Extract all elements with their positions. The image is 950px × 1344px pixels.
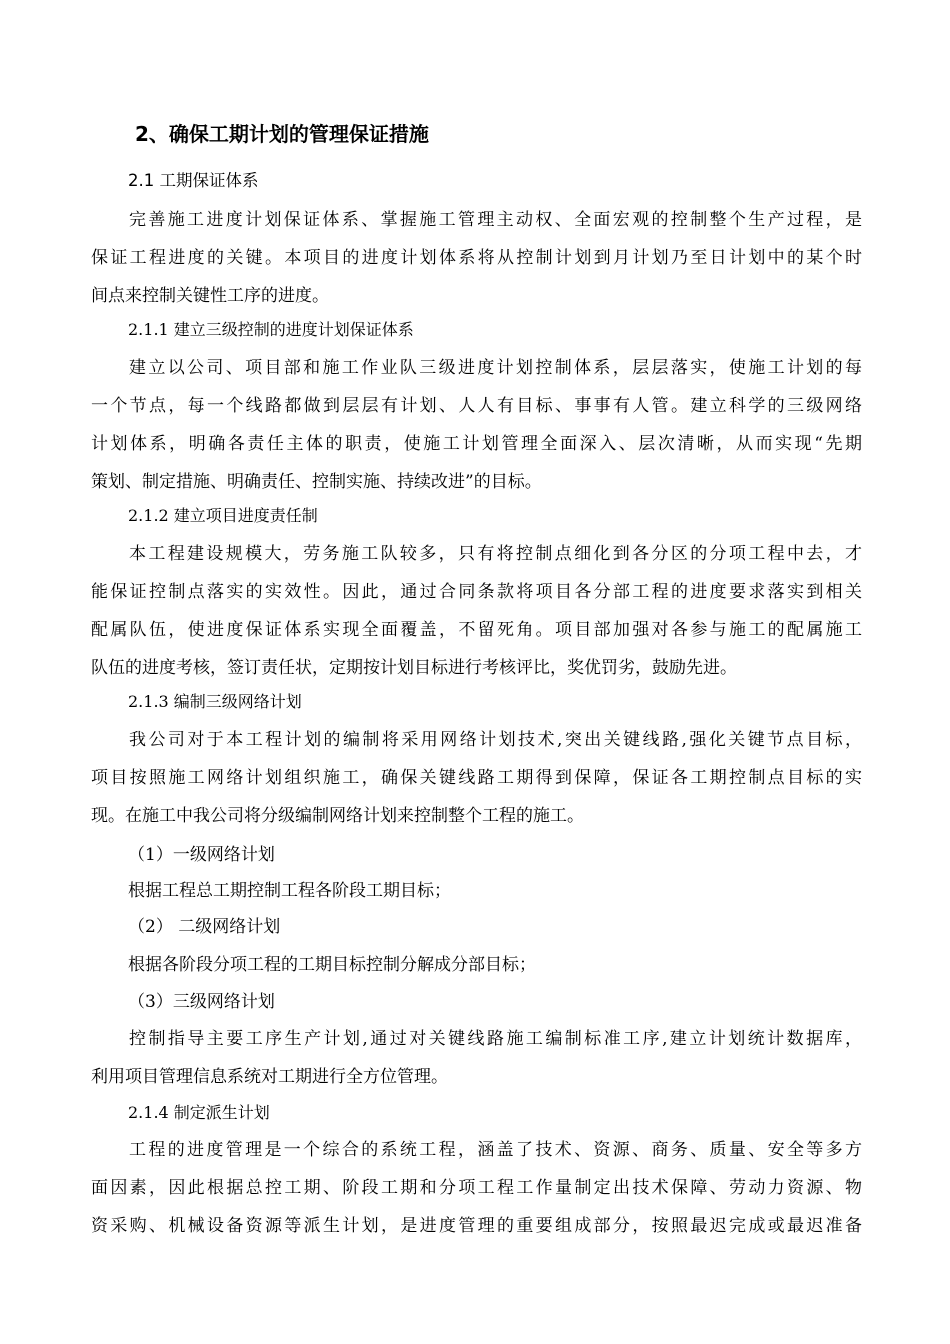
section-2-1-4-paragraph: [91, 1131, 862, 1245]
section-2-1-2-title: 2.1.2 建立项目进度责任制: [128, 506, 318, 525]
section-2-1-1-title: 2.1.1 建立三级控制的进度计划保证体系: [128, 320, 414, 339]
section-2-1-2-paragraph: [91, 535, 862, 687]
list-item-label: （2） 二级网络计划: [128, 917, 281, 937]
paragraph-line: 保证工程进度的关键。本项目的进度计划体系将从控制计划到月计划乃至日计划中的某个时: [91, 248, 862, 268]
paragraph-line: 队伍的进度考核，签订责任状，定期按计划目标进行考核评比，奖优罚劣，鼓励先进。: [91, 658, 737, 678]
paragraph-line: 本工程建设规模大，劳务施工队较多，只有将控制点细化到各分区的分项工程中去，才: [129, 544, 862, 564]
section-2-1-paragraph: [91, 201, 862, 315]
section-2-1-title: 2.1 工期保证体系: [128, 171, 259, 190]
paragraph-line: 现。在施工中我公司将分级编制网络计划来控制整个工程的施工。: [91, 806, 584, 826]
paragraph-line: 建立以公司、项目部和施工作业队三级进度计划控制体系，层层落实，使施工计划的每: [129, 358, 862, 378]
paragraph-line: 资采购、机械设备资源等派生计划，是进度管理的重要组成部分，按照最迟完成或最迟准备: [91, 1216, 862, 1236]
list-item-label: （3）三级网络计划: [128, 992, 275, 1012]
list-item-paragraph: [91, 1020, 862, 1096]
section-2-1-1-paragraph: [91, 349, 862, 501]
paragraph-line: 项目按照施工网络计划组织施工，确保关键线路工期得到保障，保证各工期控制点目标的实: [91, 768, 862, 788]
paragraph-line: 完善施工进度计划保证体系、掌握施工管理主动权、全面宏观的控制整个生产过程，是: [129, 210, 862, 230]
paragraph-line: 能保证控制点落实的实效性。因此，通过合同条款将项目各分部工程的进度要求落实到相关: [91, 582, 862, 602]
section-2-1-4-title: 2.1.4 制定派生计划: [128, 1103, 270, 1122]
section-2-1-3-title: 2.1.3 编制三级网络计划: [128, 692, 302, 711]
paragraph-line: 控制指导主要工序生产计划,通过对关键线路施工编制标准工序,建立计划统计数据库，: [129, 1029, 862, 1049]
paragraph-line: 面因素，因此根据总控工期、阶段工期和分项工程工作量制定出技术保障、劳动力资源、物: [91, 1178, 862, 1198]
paragraph-line: 我公司对于本工程计划的编制将采用网络计划技术,突出关键线路,强化关键节点目标，: [129, 730, 862, 750]
list-item-text: 根据各阶段分项工程的工期目标控制分解成分部目标；: [128, 955, 536, 975]
paragraph-line: 间点来控制关键性工序的进度。: [91, 286, 329, 306]
document-heading: 2、确保工期计划的管理保证措施: [135, 122, 429, 146]
paragraph-line: 利用项目管理信息系统对工期进行全方位管理。: [91, 1067, 448, 1087]
list-item-text: 根据工程总工期控制工程各阶段工期目标；: [128, 881, 451, 901]
paragraph-line: 配属队伍，使进度保证体系实现全面覆盖，不留死角。项目部加强对各参与施工的配属施工: [91, 620, 862, 640]
list-item-label: （1）一级网络计划: [128, 845, 275, 865]
paragraph-line: 策划、制定措施、明确责任、控制实施、持续改进”的目标。: [91, 472, 542, 492]
paragraph-line: 工程的进度管理是一个综合的系统工程，涵盖了技术、资源、商务、质量、安全等多方: [129, 1140, 862, 1160]
paragraph-line: 一个节点，每一个线路都做到层层有计划、人人有目标、事事有人管。建立科学的三级网络: [91, 396, 862, 416]
section-2-1-3-paragraph: [91, 721, 862, 835]
paragraph-line: 计划体系，明确各责任主体的职责，使施工计划管理全面深入、层次清晰，从而实现“先期: [91, 434, 862, 454]
